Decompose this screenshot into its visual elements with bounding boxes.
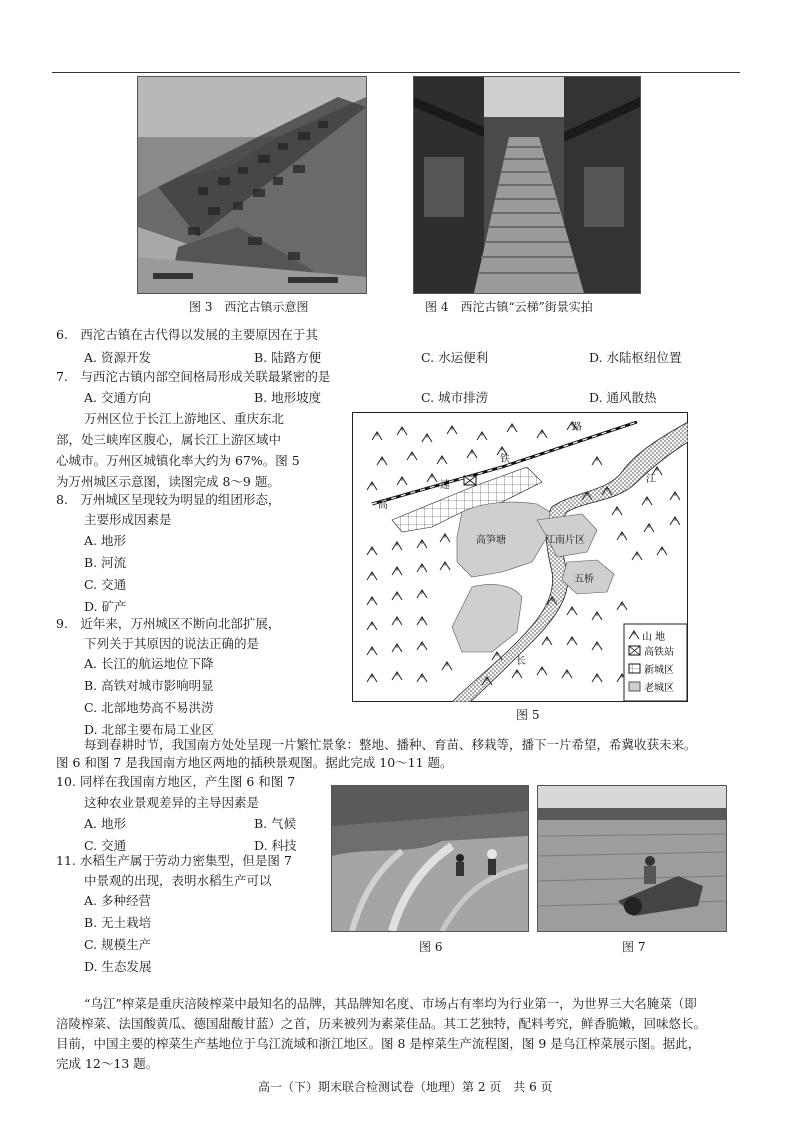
- map-label-wuqiao: 五桥: [574, 574, 594, 585]
- q6-stem: 6. 西沱古镇在古代得以发展的主要原因在于其: [56, 327, 318, 342]
- page-footer: 高一（下）期末联合检测试卷（地理）第 2 页 共 6 页: [258, 1080, 553, 1094]
- fig3-caption: 图 3 西沱古镇示意图: [189, 300, 309, 314]
- wujiang-line2: 涪陵榨菜、法国酸黄瓜、德国甜酸甘蓝）之首，历来被列为素菜佳品。其工艺独特，配料考究，鲜香脆嫩，回味悠长。: [56, 1016, 707, 1031]
- fig6-caption: 图 6: [419, 940, 443, 954]
- legend-mountain-label: 山 地: [642, 632, 666, 643]
- q6-option-c: C. 水运便利: [421, 350, 489, 365]
- q6-option-b: B. 陆路方便: [254, 350, 322, 365]
- q9-option-b: B. 高铁对城市影响明显: [84, 678, 214, 693]
- fig4-caption: 图 4 西沱古镇“云梯”街景实拍: [425, 300, 593, 314]
- q7-option-c: C. 城市排涝: [421, 390, 489, 405]
- map-label-lu: 路: [572, 422, 582, 433]
- q10-option-d: D. 科技: [254, 838, 297, 853]
- map-label-gaosuntang: 高笋塘: [476, 535, 506, 546]
- map-label-gao: 高: [378, 500, 388, 511]
- wanzhou-intro-line1: 万州区位于长江上游地区、重庆东北: [84, 411, 285, 426]
- wujiang-line4: 完成 12～13 题。: [56, 1056, 159, 1071]
- fig7-machine-transplant-photo: [537, 785, 727, 932]
- fig3-town-illustration: [137, 76, 367, 294]
- q9-stem-line2: 下列关于其原因的说法正确的是: [84, 636, 260, 651]
- q11-option-a: A. 多种经营: [84, 893, 151, 908]
- q10-stem-line2: 这种农业景观差异的主导因素是: [84, 795, 260, 810]
- q8-option-c: C. 交通: [84, 577, 127, 592]
- q7-option-b: B. 地形坡度: [254, 390, 322, 405]
- wanzhou-intro-line3: 心城市。万州区城镇化率大约为 67%。图 5: [56, 453, 300, 468]
- header-rule: [52, 72, 740, 73]
- q10-option-b: B. 气候: [254, 816, 297, 831]
- wanzhou-intro-line4: 为万州城区示意图，读图完成 8～9 题。: [56, 474, 280, 489]
- q7-option-d: D. 通风散热: [589, 390, 657, 405]
- spring-intro-line1: 每到春耕时节，我国南方处处呈现一片繁忙景象：整地、播种、育苗、移栽等，播下一片希望，希冀收获未来。: [84, 737, 697, 752]
- q10-option-a: A. 地形: [84, 816, 126, 831]
- q9-option-c: C. 北部地势高不易洪涝: [84, 700, 214, 715]
- q8-stem-line2: 主要形成因素是: [84, 512, 172, 527]
- q8-stem-line1: 8. 万州城区呈现较为明显的组团形态，: [56, 492, 281, 507]
- q10-option-c: C. 交通: [84, 838, 127, 853]
- q11-option-c: C. 规模生产: [84, 937, 152, 952]
- fig6-terrace-transplant-photo: [331, 785, 529, 932]
- q6-option-a: A. 资源开发: [84, 350, 151, 365]
- q9-stem-line1: 9. 近年来，万州城区不断向北部扩展，: [56, 616, 281, 631]
- map-label-jiang: 江: [646, 474, 656, 485]
- map-label-jiangnan: 江南片区: [545, 535, 585, 546]
- map-label-chang: 长: [516, 656, 526, 667]
- q11-stem-line1: 11. 水稻生产属于劳动力密集型，但是图 7: [56, 853, 292, 868]
- wanzhou-intro-line2: 部，处三峡库区腹心，属长江上游区域中: [56, 432, 282, 447]
- q7-stem: 7. 与西沱古镇内部空间格局形成关联最紧密的是: [56, 369, 331, 384]
- fig5-wanzhou-map: [352, 412, 688, 702]
- q11-option-d: D. 生态发展: [84, 959, 152, 974]
- q8-option-a: A. 地形: [84, 533, 126, 548]
- wujiang-line3: 目前，中国主要的榨菜生产基地位于乌江流域和浙江地区。图 8 是榨菜生产流程图，图 9 是乌江榨菜展示图。据此，: [56, 1036, 701, 1051]
- q9-option-a: A. 长江的航运地位下降: [84, 656, 214, 671]
- map-label-tie: 铁: [500, 454, 510, 465]
- q7-option-a: A. 交通方向: [84, 390, 151, 405]
- q10-stem-line1: 10. 同样在我国南方地区，产生图 6 和图 7: [56, 774, 296, 789]
- fig7-caption: 图 7: [622, 940, 646, 954]
- legend-station-label: 高铁站: [644, 647, 674, 658]
- legend-old-city-label: 老城区: [644, 683, 674, 694]
- fig5-caption: 图 5: [516, 708, 540, 722]
- q6-option-d: D. 水陆枢纽位置: [589, 350, 682, 365]
- map-legend: [624, 624, 687, 701]
- q11-option-b: B. 无土栽培: [84, 915, 152, 930]
- legend-new-city-label: 新城区: [644, 665, 674, 676]
- q9-option-d: D. 北部主要布局工业区: [84, 722, 215, 737]
- spring-intro-line2: 图 6 和图 7 是我国南方地区两地的插秧景观图。据此完成 10～11 题。: [56, 755, 453, 770]
- q8-option-b: B. 河流: [84, 555, 127, 570]
- q11-stem-line2: 中景观的出现，表明水稻生产可以: [84, 873, 272, 888]
- map-label-su: 速: [440, 480, 450, 491]
- fig4-cloud-ladder-photo: [413, 76, 641, 294]
- wujiang-line1: “乌江”榨菜是重庆涪陵榨菜中最知名的品牌，其品牌知名度、市场占有率均为行业第一，为世界三大名腌菜（即: [84, 996, 697, 1011]
- q8-option-d: D. 矿产: [84, 599, 127, 614]
